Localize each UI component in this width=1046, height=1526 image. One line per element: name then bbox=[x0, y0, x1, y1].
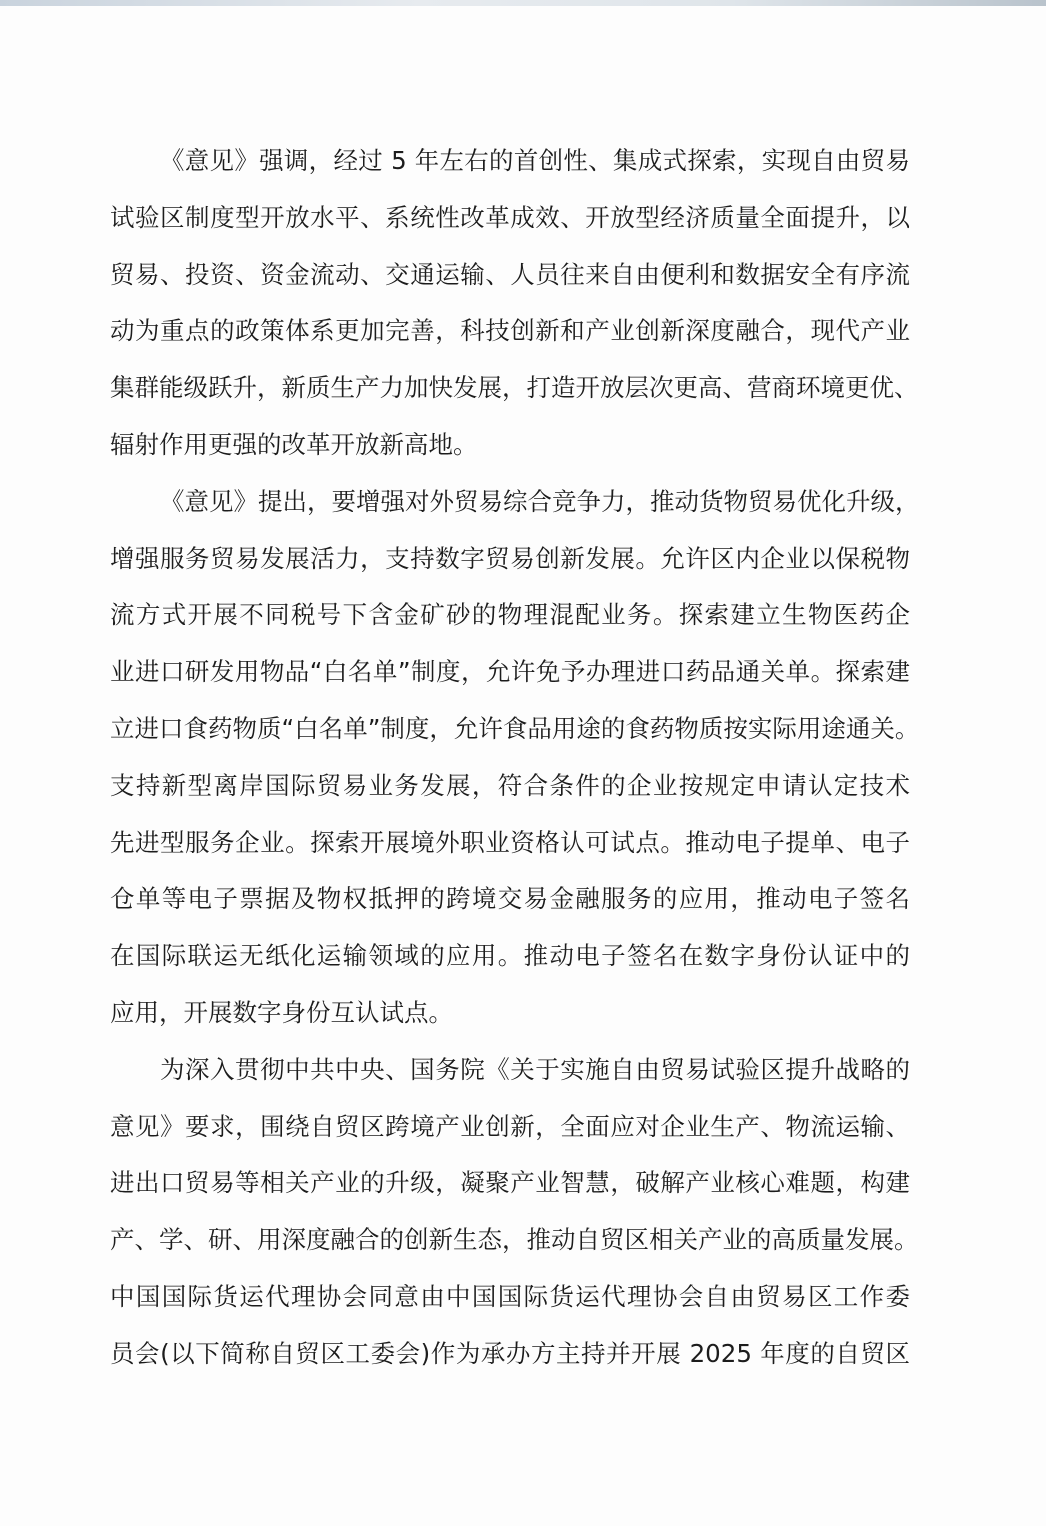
text-line: 流方式开展不同税号下含金矿砂的物理混配业务。探索建立生物医药企 bbox=[110, 600, 910, 630]
text-line: 动为重点的政策体系更加完善，科技创新和产业创新深度融合，现代产业 bbox=[110, 316, 910, 346]
text-line: 立进口食药物质“白名单”制度，允许食品用途的食药物质按实际用途通关。 bbox=[110, 713, 920, 743]
text-line: 业进口研发用物品“白名单”制度，允许免予办理进口药品通关单。探索建 bbox=[110, 657, 910, 687]
text-line: 为深入贯彻中共中央、国务院《关于实施自由贸易试验区提升战略的 bbox=[160, 1054, 910, 1084]
text-line: 贸易、投资、资金流动、交通运输、人员往来自由便利和数据安全有序流 bbox=[110, 259, 910, 289]
text-line: 中国国际货运代理协会同意由中国国际货运代理协会自由贸易区工作委 bbox=[110, 1281, 910, 1311]
text-line: 先进型服务企业。探索开展境外职业资格认可试点。推动电子提单、电子 bbox=[110, 827, 910, 857]
paragraph-3 bbox=[110, 1042, 919, 1383]
text-line: 应用，开展数字身份互认试点。 bbox=[110, 997, 453, 1027]
text-line: 集群能级跃升，新质生产力加快发展，打造开放层次更高、营商环境更优、 bbox=[110, 373, 919, 403]
text-line: 意见》要求，围绕自贸区跨境产业创新，全面应对企业生产、物流运输、 bbox=[110, 1111, 910, 1141]
paragraph-2 bbox=[110, 474, 920, 1042]
text-line: 辐射作用更强的改革开放新高地。 bbox=[110, 429, 478, 459]
text-line: 《意见》提出，要增强对外贸易综合竞争力，推动货物贸易优化升级， bbox=[160, 486, 920, 516]
document-body bbox=[110, 133, 920, 1383]
scan-top-edge bbox=[0, 0, 1046, 6]
text-line: 支持新型离岸国际贸易业务发展，符合条件的企业按规定申请认定技术 bbox=[110, 770, 910, 800]
text-line: 在国际联运无纸化运输领域的应用。推动电子签名在数字身份认证中的 bbox=[110, 941, 910, 971]
text-line: 仓单等电子票据及物权抵押的跨境交易金融服务的应用，推动电子签名 bbox=[110, 884, 910, 914]
text-line: 产、学、研、用深度融合的创新生态，推动自贸区相关产业的高质量发展。 bbox=[110, 1225, 919, 1255]
text-line: 进出口贸易等相关产业的升级，凝聚产业智慧，破解产业核心难题，构建 bbox=[110, 1168, 910, 1198]
text-line: 《意见》强调，经过 5 年左右的首创性、集成式探索，实现自由贸易 bbox=[160, 146, 910, 175]
text-line: 增强服务贸易发展活力，支持数字贸易创新发展。允许区内企业以保税物 bbox=[110, 543, 910, 573]
text-line: 试验区制度型开放水平、系统性改革成效、开放型经济质量全面提升，以 bbox=[110, 202, 910, 232]
text-line: 员会(以下简称自贸区工委会)作为承办方主持并开展 2025 年度的自贸区 bbox=[110, 1338, 910, 1368]
paragraph-1 bbox=[110, 133, 919, 474]
